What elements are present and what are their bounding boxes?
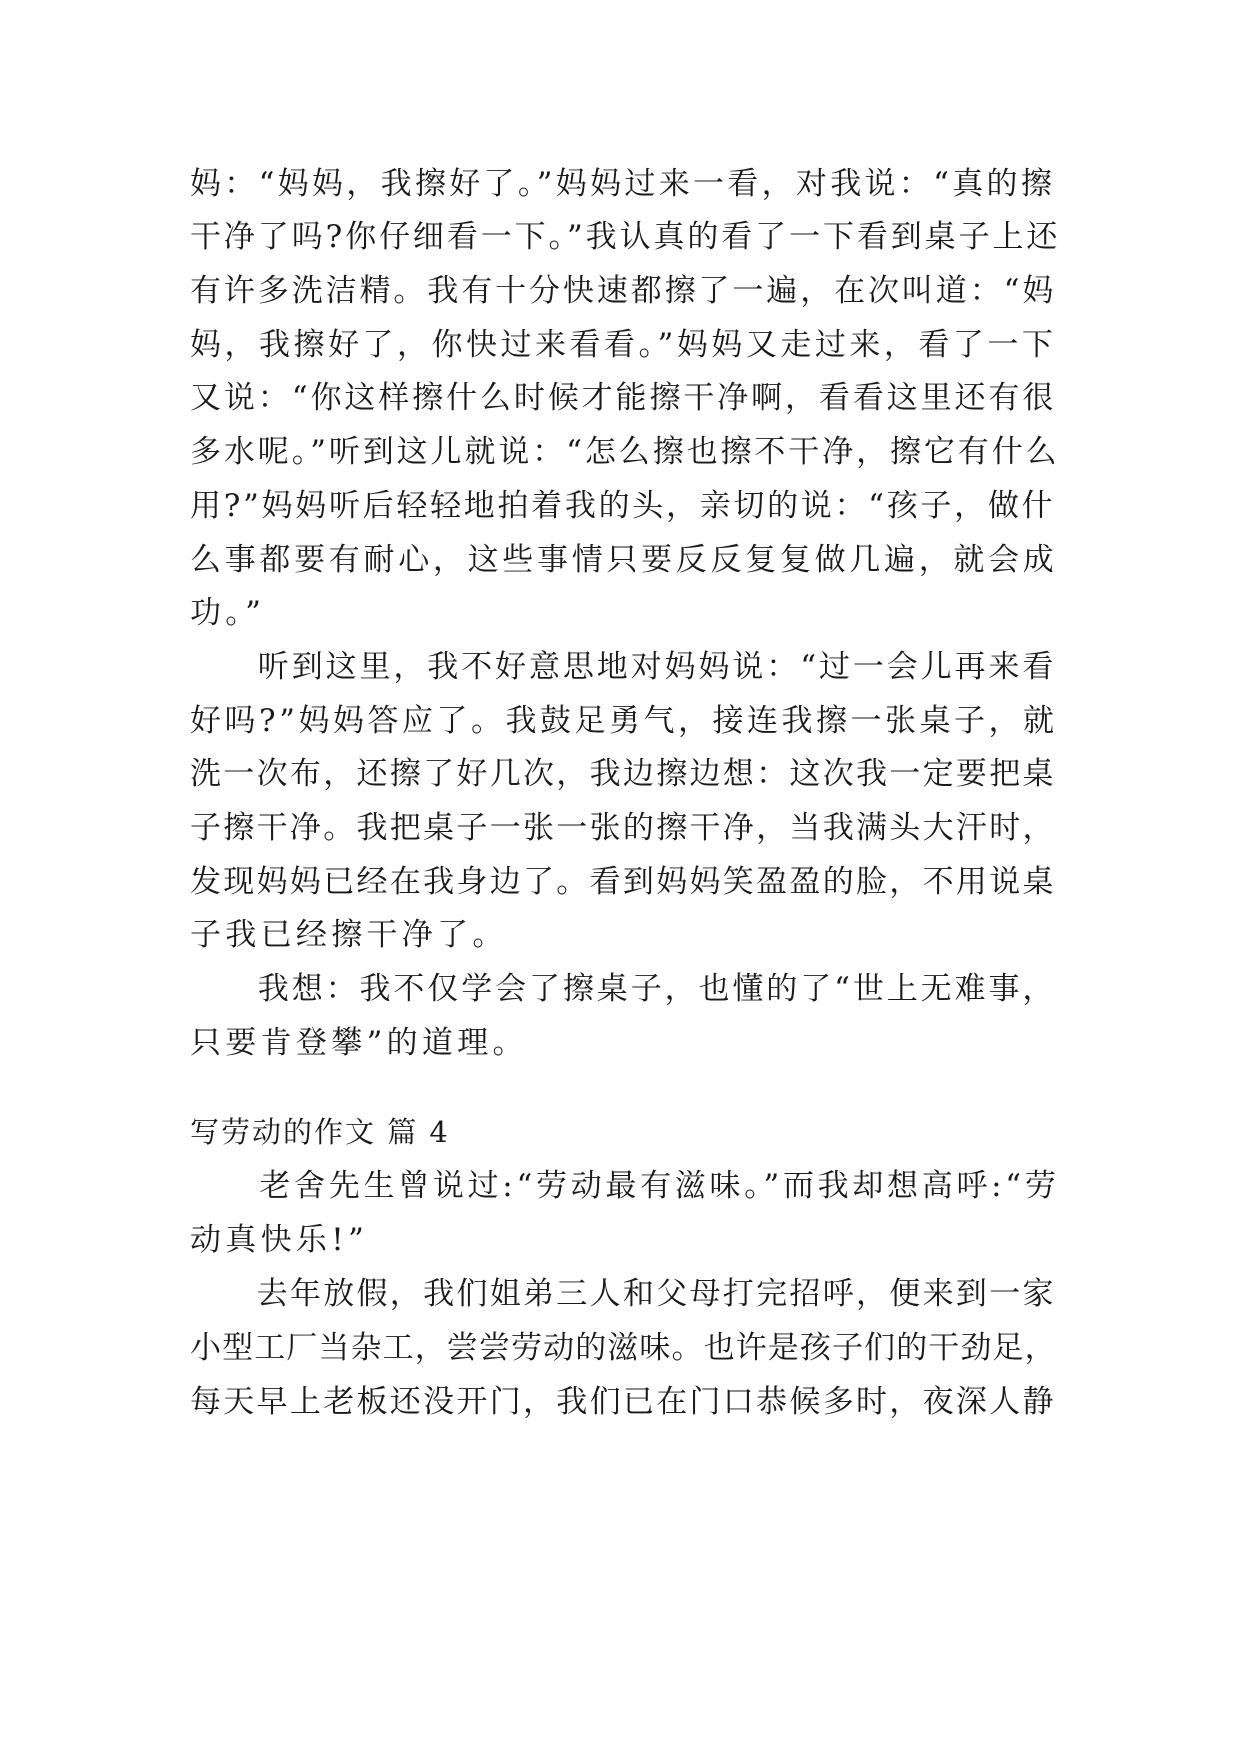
- paragraph-line: 小型工厂当杂工，尝尝劳动的滋味。也许是孩子们的干劲足，: [190, 1330, 1057, 1366]
- paragraph-line: 多水呢。”听到这儿就说：“怎么擦也擦不干净，擦它有什么: [190, 434, 1060, 470]
- section-heading: 写劳动的作文 篇 4: [190, 1115, 450, 1149]
- paragraph-line: 听到这里，我不好意思地对妈妈说：“过一会儿再来看: [190, 649, 1057, 685]
- paragraph-line: 发现妈妈已经在我身边了。看到妈妈笑盈盈的脸，不用说桌: [190, 864, 1056, 900]
- paragraph-line: 老舍先生曾说过:“劳动最有滋味。”而我却想高呼:“劳: [190, 1168, 1060, 1204]
- paragraph-line: 又说：“你这样擦什么时候才能擦干净啊，看看这里还有很: [190, 380, 1057, 416]
- paragraph-line: 功。”: [190, 595, 266, 631]
- paragraph-line: 只要肯登攀”的道理。: [190, 1025, 528, 1061]
- paragraph-line: 么事都要有耐心，这些事情只要反反复复做几遍，就会成: [190, 542, 1058, 578]
- paragraph-line: 好吗?”妈妈答应了。我鼓足勇气，接连我擦一张桌子，就: [190, 703, 1058, 739]
- paragraph-line: 妈：“妈妈，我擦好了。”妈妈过来一看，对我说：“真的擦: [190, 166, 1056, 202]
- paragraph-line: 有许多洗洁精。我有十分快速都擦了一遍，在次叫道：“妈: [190, 273, 1057, 309]
- paragraph-line: 子擦干净。我把桌子一张一张的擦干净，当我满头大汗时，: [190, 810, 1056, 846]
- paragraph-line: 干净了吗?你仔细看一下。”我认真的看了一下看到桌子上还: [190, 219, 1061, 255]
- paragraph-line: 用?”妈妈听后轻轻地拍着我的头，亲切的说：“孩子，做什: [190, 488, 1056, 524]
- paragraph-line: 洗一次布，还擦了好几次，我边擦边想：这次我一定要把桌: [190, 756, 1056, 792]
- paragraph-line: 子我已经擦干净了。: [190, 917, 508, 953]
- paragraph-line: 动真快乐!”: [190, 1222, 369, 1258]
- paragraph-line: 去年放假，我们姐弟三人和父母打完招呼，便来到一家: [190, 1276, 1056, 1312]
- paragraph-line: 每天早上老板还没开门，我们已在门口恭候多时，夜深人静: [190, 1384, 1056, 1420]
- paragraph-line: 妈，我擦好了，你快过来看看。”妈妈又走过来，看了一下: [190, 327, 1057, 363]
- paragraph-line: 我想：我不仅学会了擦桌子，也懂的了“世上无难事，: [190, 971, 1057, 1007]
